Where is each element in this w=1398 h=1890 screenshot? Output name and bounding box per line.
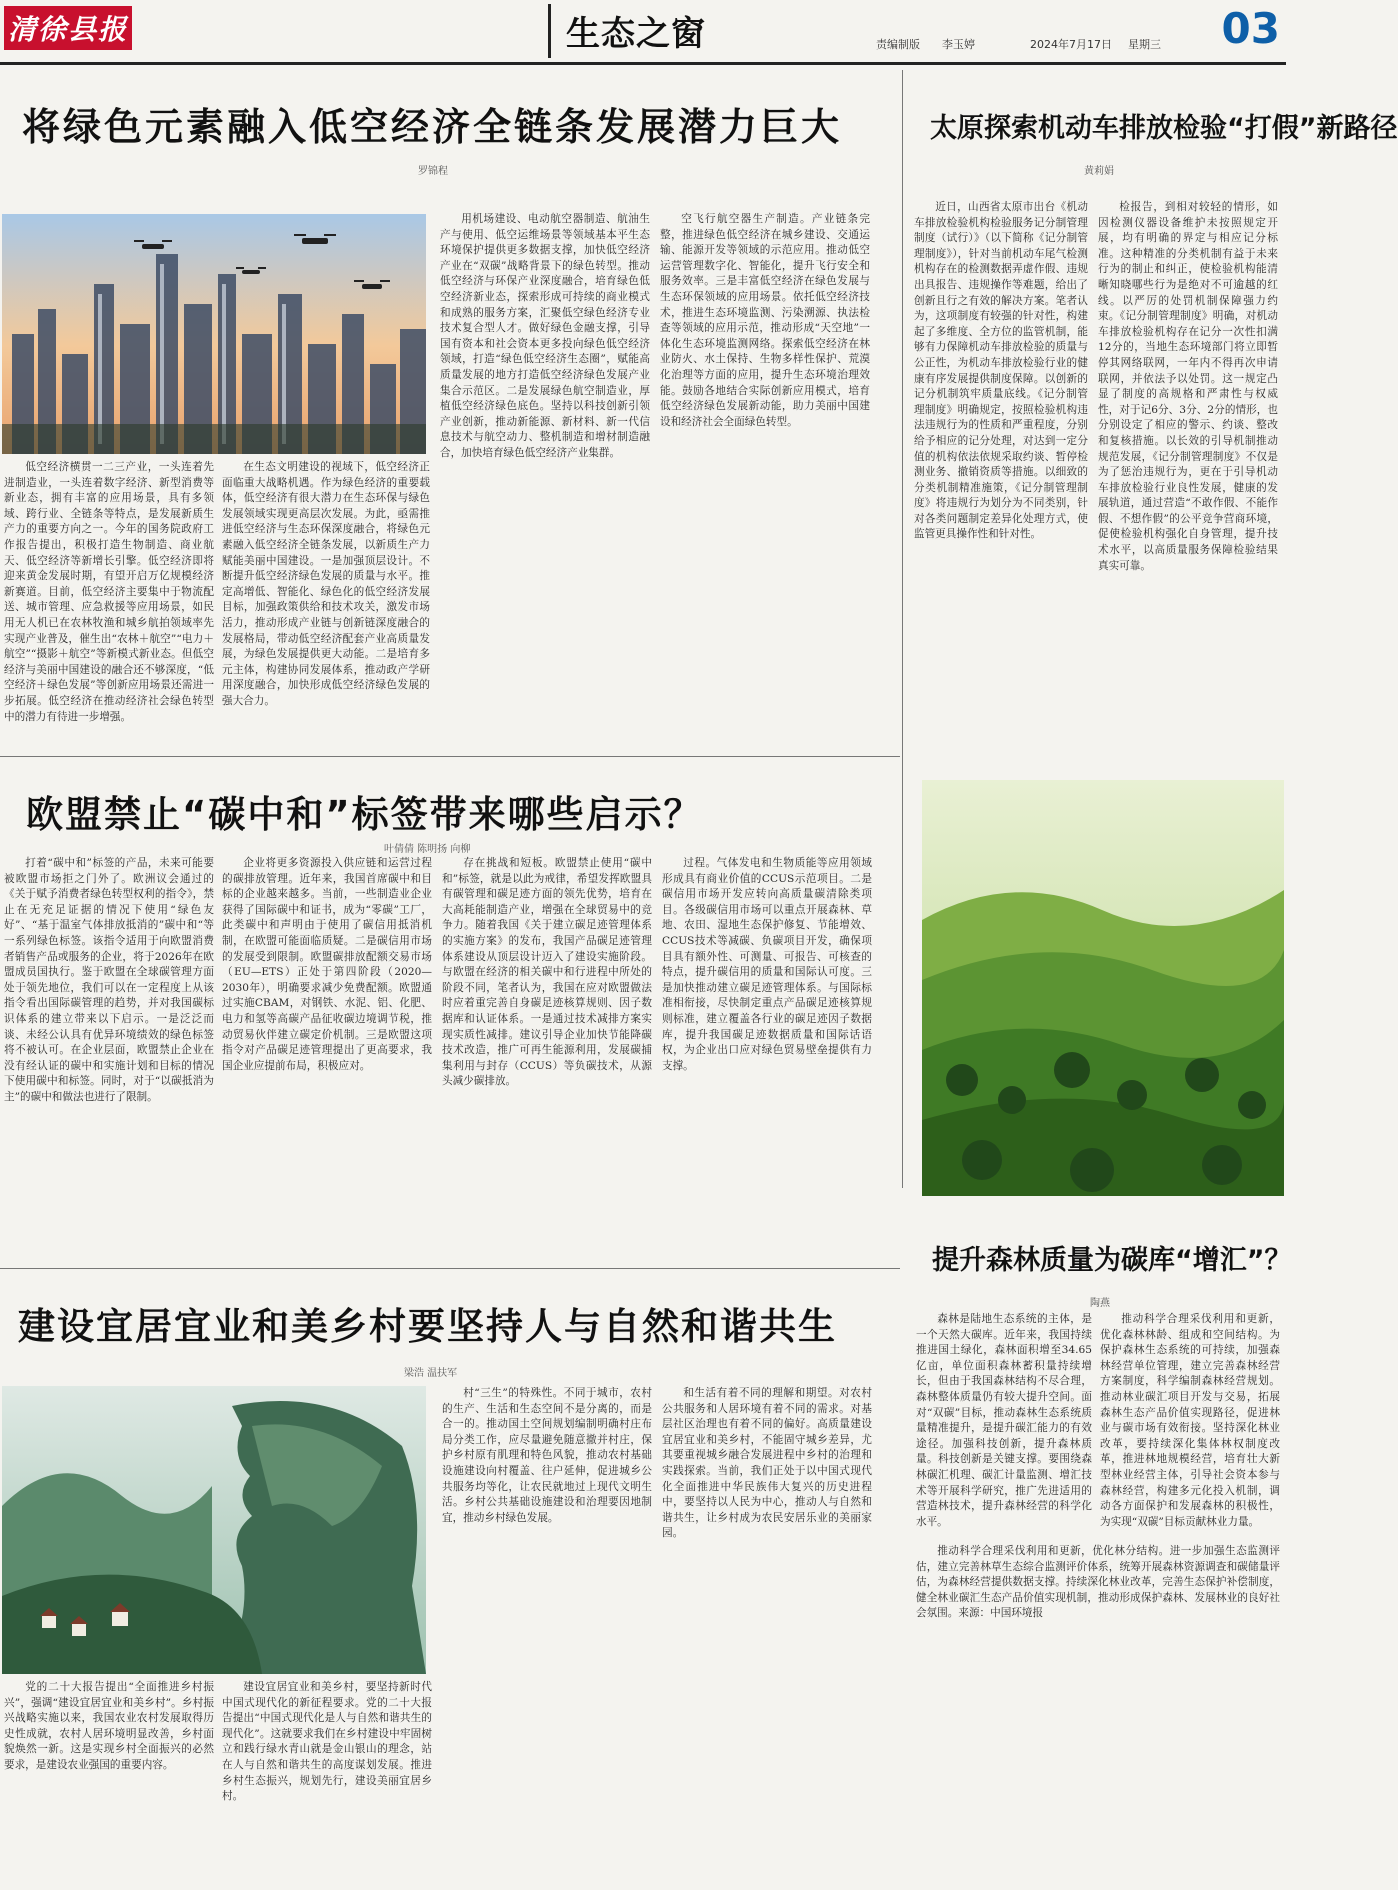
city-drones-illustration [2, 214, 426, 454]
masthead [0, 0, 1286, 62]
section-divider [548, 4, 551, 58]
article-forest-col3: 推动科学合理采伐利用和更新，优化林分结构。进一步加强生态监测评估，建立完善林草生态综合监测评价体系，统筹开展森林资源调查和碳储量评估，为森林经营提供数据支撑。持续深化林业改革，完善生态保护补偿制度，健全林业碳汇生态产品价值实现机制，推动形成保护森林、发展林业的良好社会氛围。来源：中国环境报 [916, 1545, 1280, 1620]
article-eu-byline: 叶倩倩 陈明扬 向柳 [384, 844, 471, 855]
article-village-col3: 村“三生”的特殊性。不同于城市，农村的生产、生活和生态空间不是分离的，而是合一的。推动国土空间规划编制明确村庄布局分类工作，应尽量避免随意撤并村庄，保护乡村原有肌理和特色风貌，推动农村基础设施建设向村覆盖、往户延伸，促进城乡公共服务均等化，让农民就地过上现代文明生活。乡村公共基础设施建设和治理要因地制宜，推动乡村绿色发展。 [442, 1387, 652, 1524]
article-eu-col2: 企业将更多资源投入供应链和运营过程的碳排放管理。近年来，我国首席碳中和目标的企业越来越多。当前，一些制造业企业获得了国际碳中和证书，成为“零碳”工厂，此类碳中和声明由于使用了碳信用抵消机制，在欧盟可能面临质疑。二是碳信用市场的发展受到限制。欧盟碳排放配额交易市场（EU—ETS）正处于第四阶段（2020—2030年），明确要求减少免费配额。欧盟通过实施CBAM，对钢铁、水泥、铝、化肥、电力和氢等高碳产品征收碳边境调节税，推动贸易伙伴建立碳定价机制。三是欧盟这项指令对产品碳足迹管理提出了更高要求，我国企业应提前布局，积极应对。 [222, 857, 432, 1072]
article-forest-headline: 提升森林质量为碳库“增汇”？ [932, 1245, 1292, 1276]
article-eu-headline: 欧盟禁止“碳中和”标签带来哪些启示？ [26, 793, 703, 836]
article-lowalt-col1: 低空经济横贯一二三产业，一头连着先进制造业，一头连着数字经济、新型消费等新业态，拥有丰富的应用场景，具有多领域、跨行业、全链条等特点，是发展新质生产力的重要方向之一。今年的国务院政府工作报告提出，积极打造生物制造、商业航天、低空经济等新增长引擎。低空经济即将迎来黄金发展时期，有望开启万亿规模经济新赛道。目前，低空经济主要集中于物流配送、城市管理、应急救援等应用场景，如民用无人机已在农林牧渔和城乡航拍领域率先实现产业普及，催生出“农林＋航空”“电力＋航空”“摄影＋航空”等新模式新业态。但低空经济与美丽中国建设的融合还不够深度，“低空经济＋绿色发展”等创新应用场景还需进一步拓展。低空经济在推动经济社会绿色转型中的潜力有待进一步增强。 [4, 461, 214, 723]
face-landscape-illustration [2, 1386, 426, 1674]
article-forest-col1: 森林是陆地生态系统的主体，是一个天然大碳库。近年来，我国持续推进国土绿化，森林面积增至34.65亿亩，单位面积森林蓄积量持续增长，但由于我国森林结构不尽合理，森林整体质量仍有较大提升空间。面对“双碳”目标，推动森林生态系统质量精准提升，是提升碳汇能力的有效途径。加强科技创新，提升森林质量。科技创新是关键支撑。要围绕森林碳汇机理、碳汇计量监测、增汇技术等开展科学研究，推广先进适用的营造林技术，提升森林经营的科学化水平。 [916, 1313, 1092, 1528]
section-title: 生态之窗 [566, 14, 706, 54]
article-taiyuan-col1: 近日，山西省太原市出台《机动车排放检验机构检验服务记分制管理制度（试行）》（以下简称《记分制管理制度》），针对当前机动车尾气检测机构存在的检测数据弄虚作假、违规出具报告、违规操作等难题，给出了创新且行之有效的解决方案。笔者认为，这项制度有较强的针对性，构建起了多维度、全方位的监管机制，能够有力保障机动车排放检验的质量与公正性，为机动车排放检验行业的健康有序发展提供制度保障。以创新的记分机制筑牢质量底线。《记分制管理制度》明确规定，按照检验机构违法违规行为的性质和严重程度，分别给予相应的记分处理，对达到一定分值的机构依法依规采取约谈、暂停检测业务、撤销资质等措施。以细致的分类机制精准施策，《记分制管理制度》将违规行为划分为不同类别，针对各类问题制定差异化处理方式，使监管更具操作性和针对性。 [914, 201, 1088, 541]
article-lowalt-col2: 在生态文明建设的视域下，低空经济正面临重大战略机遇。作为绿色经济的重要载体，低空经济有很大潜力在生态环保与绿色发展领域实现更高层次发展。为此，亟需推进低空经济与生态环保深度融合，将绿色元素融入低空经济全链条发展，以新质生产力赋能美丽中国建设。一是加强顶层设计。不断提升低空经济绿色发展的质量与水平。推定高增低、智能化、绿色化的低空经济发展目标，加强政策供给和技术攻关，激发市场活力，推动形成产业链与创新链深度融合的发展格局，带动低空经济配套产业高质量发展，为绿色发展提供更大动能。二是培育多元主体，构建协同发展体系，推动政产学研用深度融合，加快形成低空经济绿色发展的强大合力。 [222, 461, 430, 707]
article-taiyuan-byline: 黄莉娟 [1084, 166, 1114, 177]
editor-label: 责编制版 [876, 38, 920, 51]
article-village-byline: 梁浩 温扶军 [404, 1368, 458, 1379]
issue-date: 2024年7月17日 [1030, 38, 1112, 51]
article-taiyuan-headline: 太原探索机动车排放检验“打假”新路径 [930, 113, 1398, 144]
article-lowalt-byline: 罗锦程 [418, 166, 448, 177]
article-village-col1: 党的二十大报告提出“全面推进乡村振兴”，强调“建设宜居宜业和美乡村”。乡村振兴战略实施以来，我国农业农村发展取得历史性成就，农村人居环境明显改善，乡村面貌焕然一新。这是实现乡村全面振兴的必然要求，是建设农业强国的重要内容。 [4, 1681, 214, 1771]
article-eu-col1: 打着“碳中和”标签的产品，未来可能要被欧盟市场拒之门外了。欧洲议会通过的《关于赋予消费者绿色转型权利的指令》，禁止在无充足证据的情况下使用“绿色友好”、“基于温室气体排放抵消的”碳中和“等一系列绿色标签。该指令适用于向欧盟消费者销售产品或服务的企业，将于2026年在欧盟成员国执行。鉴于欧盟在全球碳管理方面处于领先地位，我们可以在一定程度上从该指令看出国际碳管理的趋势，并对我国碳标识体系的建立带来以下启示。一是泛泛而谈、未经公认具有优异环境绩效的绿色标签将不被认可。在企业层面，欧盟禁止企业在没有经认证的碳中和实施计划和目标的情况下使用碳中和标签。同时，对于“以碳抵消为主”的碳中和做法也进行了限制。 [4, 857, 214, 1103]
article-village-col4: 和生活有着不同的理解和期望。对农村公共服务和人居环境有着不同的需求。对基层社区治理也有着不同的偏好。高质量建设宜居宜业和美乡村，不能固守城乡差异，尤其要重视城乡融合发展进程中乡村的治理和实践探索。当前，我们正处于以中国式现代化全面推进中华民族伟大复兴的历史进程中，要坚持以人民为中心，推动人与自然和谐共生，让乡村成为农民安居乐业的美丽家园。 [662, 1387, 872, 1540]
green-hills-photo [922, 780, 1284, 1196]
article-village-col2: 建设宜居宜业和美乡村，要坚持新时代中国式现代化的新征程要求。党的二十大报告提出“中国式现代化是人与自然和谐共生的现代化”。这就要求我们在乡村建设中牢固树立和践行绿水青山就是金山银山的理念，站在人与自然和谐共生的高度谋划发展。推进乡村生态振兴，规划先行，建设美丽宜居乡村。 [222, 1681, 432, 1803]
section-rule [0, 756, 900, 757]
article-forest-col2: 推动科学合理采伐利用和更新，优化森林林龄、组成和空间结构。为保护森林生态系统的可持续，加强森林经营单位管理，建立完善森林经营方案制度，科学编制森林经营规划。推动林业碳汇项目开发与交易，拓展森林生态产品价值实现路径，促进林业与碳市场有效衔接。坚持深化林业改革，要持续深化集体林权制度改革，推进林地规模经营，培育壮大新型林业经营主体，引导社会资本参与森林经营，构建多元化投入机制，调动各方面保护和发展森林的积极性，为实现“双碳”目标贡献林业力量。 [1100, 1313, 1280, 1528]
article-village-headline: 建设宜居宜业和美乡村要坚持人与自然和谐共生 [18, 1305, 837, 1348]
article-forest-byline: 陶燕 [1090, 1298, 1110, 1309]
article-eu-col4: 过程。气体发电和生物质能等应用领域形成具有商业价值的CCUS示范项目。二是碳信用市场开发应转向高质量碳清除类项目。各级碳信用市场可以重点开展森林、草地、农田、湿地生态保护修复、节能增效、CCUS技术等减碳、负碳项目开发，确保项目具有额外性、可测量、可报告、可核查的特点，提升碳信用的质量和国际认可度。三是加快推动建立碳足迹管理体系。与国际标准相衔接，尽快制定重点产品碳足迹核算规则标准，建立覆盖各行业的碳足迹因子数据库，提升我国碳足迹数据质量和国际话语权，为企业出口应对绿色贸易壁垒提供有力支撑。 [662, 857, 872, 1072]
article-lowalt-col4: 空飞行航空器生产制造。产业链条完整，推进绿色低空经济在城乡建设、交通运输、能源开发等领域的示范应用。推动低空运营管理数字化、智能化，提升飞行安全和服务效率。三是丰富低空经济在绿色发展与生态环保领域的应用场景。依托低空经济技术，推进生态环境监测、污染溯源、执法检查等领域的应用示范，推动形成“天空地”一体化生态环境监测网络。探索低空经济在林业防火、水土保持、生物多样性保护、荒漠化治理等方面的应用，提升生态环境治理效能。鼓励各地结合实际创新应用模式，培育低空经济绿色发展新动能，助力美丽中国建设和经济社会全面绿色转型。 [660, 213, 870, 428]
editor-name: 李玉婷 [942, 38, 975, 51]
article-eu-col3: 存在挑战和短板。欧盟禁止使用“碳中和”标签，就是以此为戒律，希望发挥欧盟具有碳管理和碳足迹方面的领先优势，培育在大高耗能制造产业，增强在全球贸易中的竞争力。随着我国《关于建立碳足迹管理体系的实施方案》的发布，我国产品碳足迹管理体系建设从顶层设计迈入了建设实施阶段。与欧盟在经济的相关碳中和行进程中所处的阶段不同，笔者认为，我国在应对欧盟做法时应着重完善自身碳足迹核算规则、因子数据库和认证体系。一是通过技术减排方案实现实质性减排。建议引导企业加快节能降碳技术改造，推广可再生能源利用，发展碳捕集利用与封存（CCUS）等负碳技术，从源头减少碳排放。 [442, 857, 652, 1088]
article-taiyuan-col2: 检报告，到相对较轻的情形，如因检测仪器设备维护未按照规定开展，均有明确的界定与相应记分标准。这种精准的分类机制有益于未来行为的制止和纠正，使检验机构能清晰知晓哪些行为是绝对不可逾越的红线。以严厉的处罚机制保障强力约束。《记分制管理制度》明确，对机动车排放检验机构存在记分一次性扣满12分的，当地生态环境部门将立即暂停其网络联网，一年内不得再次申请联网，并依法予以处罚。这一规定凸显了制度的高规格和严肃性与权威性，对于记6分、3分、2分的情形，也分别设定了相应的警示、约谈、整改和复核措施。以长效的引导机制推动规范发展，《记分制管理制度》不仅是为了惩治违规行为，更在于引导机动车排放检验行业良性发展，健康的发展轨道，通过营造“不敢作假、不能作假、不想作假”的公平竞争营商环境，促使检验机构强化自身管理，提升技术水平，以高质量服务保障检验结果真实可靠。 [1098, 201, 1278, 572]
masthead-rule [0, 62, 1286, 65]
page-number: 03 [1221, 4, 1280, 53]
article-lowalt-col3: 用机场建设、电动航空器制造、航油生产与使用、低空运维场景等领域基本平生态环境保护提供更多数据支撑，加快低空经济产业在“双碳”战略背景下的绿色转型。推动低空经济与环保产业深度融合，培育绿色低空经济新业态，探索形成可持续的商业模式和成熟的服务方案，汇聚低空绿色经济专业技术复合型人才。做好绿色金融支撑，引导国有资本和社会资本更多投向绿色低空经济领域，打造“绿色低空经济生态圈”，赋能高质量发展的地方打造低空经济绿色发展产业集合示范区。二是发展绿色航空制造业，厚植低空经济绿色底色。坚持以科技创新引领产业创新，推动新能源、新材料、新一代信息技术与航空动力、整机制造和增材制造融合，加快培育绿色低空经济产业集群。 [440, 213, 650, 459]
column-divider [902, 70, 903, 1188]
newspaper-logo: 清徐县报 [4, 6, 132, 50]
article-lowalt-headline: 将绿色元素融入低空经济全链条发展潜力巨大 [22, 105, 843, 149]
issue-weekday: 星期三 [1128, 38, 1161, 51]
section-rule-2 [0, 1268, 900, 1269]
